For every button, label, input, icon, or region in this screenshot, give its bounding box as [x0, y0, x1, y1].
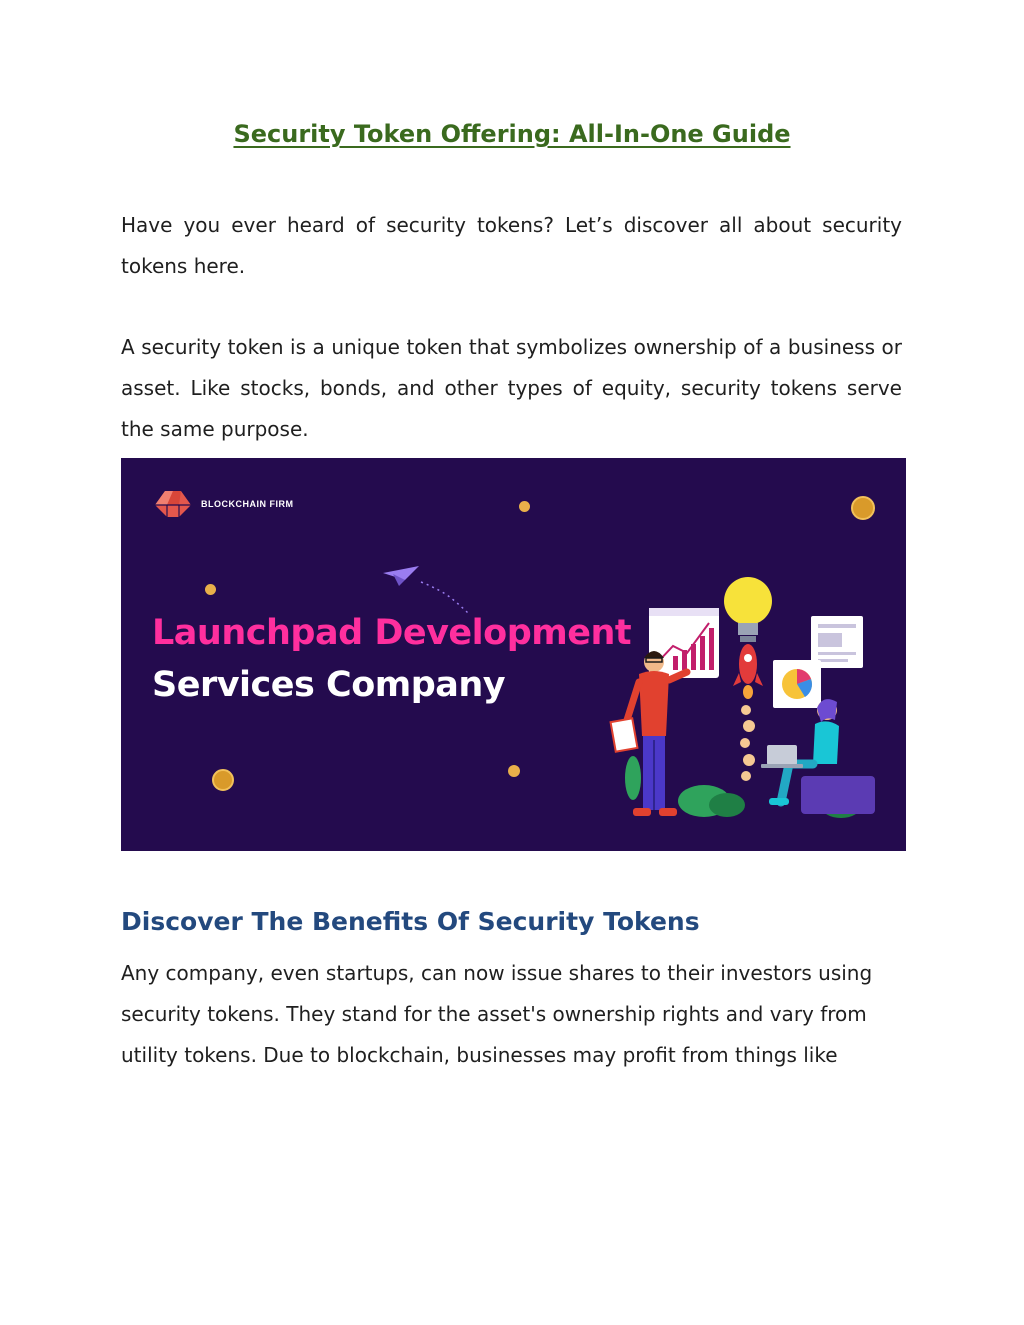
banner-image: [121, 458, 906, 851]
paper-plane-icon: [383, 566, 469, 614]
launch-illustration: [121, 458, 906, 851]
man-figure: [611, 651, 687, 816]
definition-paragraph: A security token is a unique token that symbolizes ownership of a business or asset. Like stocks, bonds, and other types of equity, security tokens serve the same purpose.: [121, 335, 902, 441]
pie-chart-icon: [773, 660, 821, 708]
laptop-icon: [761, 745, 803, 768]
rocket-icon: [733, 644, 763, 781]
section-heading: Discover The Benefits Of Security Tokens: [121, 907, 700, 936]
woman-figure: [761, 699, 875, 814]
brand-name: BLOCKCHAIN FIRM: [201, 499, 294, 509]
document-title: Security Token Offering: All-In-One Guide: [233, 120, 791, 148]
section-paragraph: Any company, even startups, can now issue shares to their investors using security tokens. They stand for the asset's ownership rights and vary from utility tokens. Due to blockchain, businesses may profit from things like: [121, 961, 873, 1067]
banner-headline-line2: Services Company: [152, 665, 506, 705]
banner-headline-line1: Launchpad Development: [152, 613, 632, 653]
lightbulb-icon: [724, 577, 772, 642]
intro-paragraph: Have you ever heard of security tokens? Let’s discover all about security tokens here.: [121, 213, 902, 278]
